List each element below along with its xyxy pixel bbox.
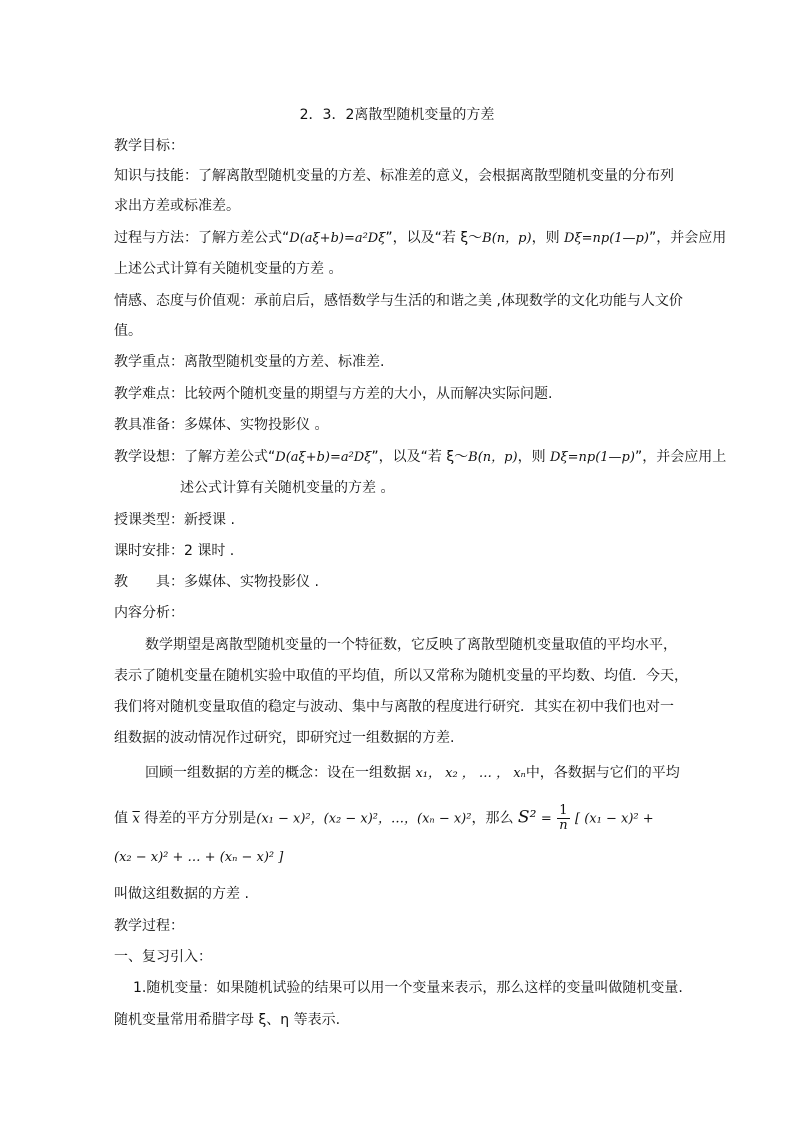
- text-run: ，那么: [471, 810, 514, 827]
- formula-squared-deviations: (x₁ − x)²，(x₂ − x)²，…，(xₙ − x)²: [256, 811, 472, 827]
- paragraph-line: 叫做这组数据的方差 .: [114, 886, 249, 902]
- fraction-denominator: n: [559, 818, 568, 833]
- text-run: ”，并会应用: [648, 230, 727, 246]
- section-heading-review: 一、复习引入：: [114, 949, 212, 965]
- text-run: 过程与方法：了解方差公式“: [114, 230, 290, 246]
- paragraph-line: 教学重点：离散型随机变量的方差、标准差.: [114, 354, 385, 370]
- formula-variance-linear: D(aξ+b)=a²Dξ: [289, 231, 386, 246]
- formula-variance-symbol: S²: [517, 807, 537, 828]
- paragraph-line: [114, 848, 283, 867]
- paragraph-line: 上述公式计算有关随机变量的方差 。: [114, 261, 343, 277]
- formula-binomial: B(n，p): [482, 231, 532, 246]
- text-run: 教学设想：了解方差公式“: [114, 449, 276, 465]
- page-title: 2．3．2离散型随机变量的方差: [299, 107, 495, 123]
- formula-variance-linear: D(aξ+b)=a²Dξ: [275, 450, 372, 465]
- fraction-numerator: 1: [557, 804, 569, 819]
- text-run: 值: [114, 810, 128, 827]
- paragraph-line: [145, 764, 680, 783]
- paragraph-line: 随机变量常用希腊字母 ξ、η 等表示.: [114, 1012, 341, 1028]
- paragraph-line: 我们将对随机变量取值的稳定与波动、集中与离散的程度进行研究．其实在初中我们也对一: [114, 699, 674, 715]
- formula-fraction: [557, 804, 569, 833]
- paragraph-line: 数学期望是离散型随机变量的一个特征数，它反映了离散型随机变量取值的平均水平，: [145, 637, 677, 653]
- text-run: 中，各数据与它们的平均: [525, 765, 680, 781]
- paragraph-line: 值。: [114, 323, 142, 339]
- formula-binomial: B(n，p): [468, 450, 518, 465]
- paragraph-line: 教 具：多媒体、实物投影仪 .: [114, 574, 319, 590]
- formula-binomial-variance: Dξ=np(1—p): [550, 450, 635, 465]
- text-run: ，则: [517, 449, 551, 465]
- paragraph-line: [114, 229, 726, 248]
- formula-mean: $\overline{x}$: [132, 811, 140, 827]
- paragraph-line: 情感、态度与价值观：承前启后，感悟数学与生活的和谐之美 ,体现数学的文化功能与人文价: [114, 293, 683, 309]
- paragraph-line: 值 $\overline{x}$ 得差的平方分别是(x₁ − x)²，(x₂ − x)²，…，(xₙ − x)²，那么 S² = $\frac{1}{n}$ [ (x₁ − x)² +: [114, 803, 654, 833]
- text-run: ”，以及“若 ξ～: [371, 449, 469, 465]
- formula-sum-continued: (x₂ − x)² + … + (xₙ − x)² ]: [114, 850, 284, 865]
- paragraph-line: 教学难点：比较两个随机变量的期望与方差的大小，从而解决实际问题.: [114, 386, 553, 402]
- paragraph-line: [114, 448, 726, 467]
- formula-data-list: x₁， x₂ ， … ， xₙ: [415, 766, 526, 781]
- text-run: ，则: [531, 230, 565, 246]
- section-heading-objectives: 教学目标：: [114, 138, 184, 154]
- formula-binomial-variance: Dξ=np(1—p): [564, 231, 649, 246]
- text-run: ”，以及“若 ξ～: [385, 230, 483, 246]
- text-run: 得差的平方分别是: [144, 810, 257, 827]
- paragraph-line: 求出方差或标准差。: [114, 198, 240, 214]
- paragraph-line: 述公式计算有关随机变量的方差 。: [180, 480, 395, 496]
- text-run: 回顾一组数据的方差的概念：设在一组数据: [145, 765, 411, 781]
- text-run: ”，并会应用上: [634, 449, 727, 465]
- paragraph-line: 课时安排：2 课时 .: [114, 543, 235, 559]
- paragraph-line: 授课类型：新授课 .: [114, 512, 235, 528]
- paragraph-line: 表示了随机变量在随机实验中取值的平均值，所以又常称为随机变量的平均数、均值．今天，: [114, 668, 688, 684]
- section-heading-content: 内容分析：: [114, 605, 184, 621]
- paragraph-line: 组数据的波动情况作过研究，即研究过一组数据的方差.: [114, 730, 455, 746]
- paragraph-line: 1.随机变量：如果随机试验的结果可以用一个变量来表示，那么这样的变量叫做随机变量.: [133, 980, 683, 996]
- section-heading-process: 教学过程：: [114, 918, 184, 934]
- paragraph-line: 知识与技能：了解离散型随机变量的方差、标准差的意义，会根据离散型随机变量的分布列: [114, 168, 674, 184]
- formula-sum-open: [ (x₁ − x)² +: [575, 811, 654, 827]
- paragraph-line: 教具准备：多媒体、实物投影仪 。: [114, 417, 329, 433]
